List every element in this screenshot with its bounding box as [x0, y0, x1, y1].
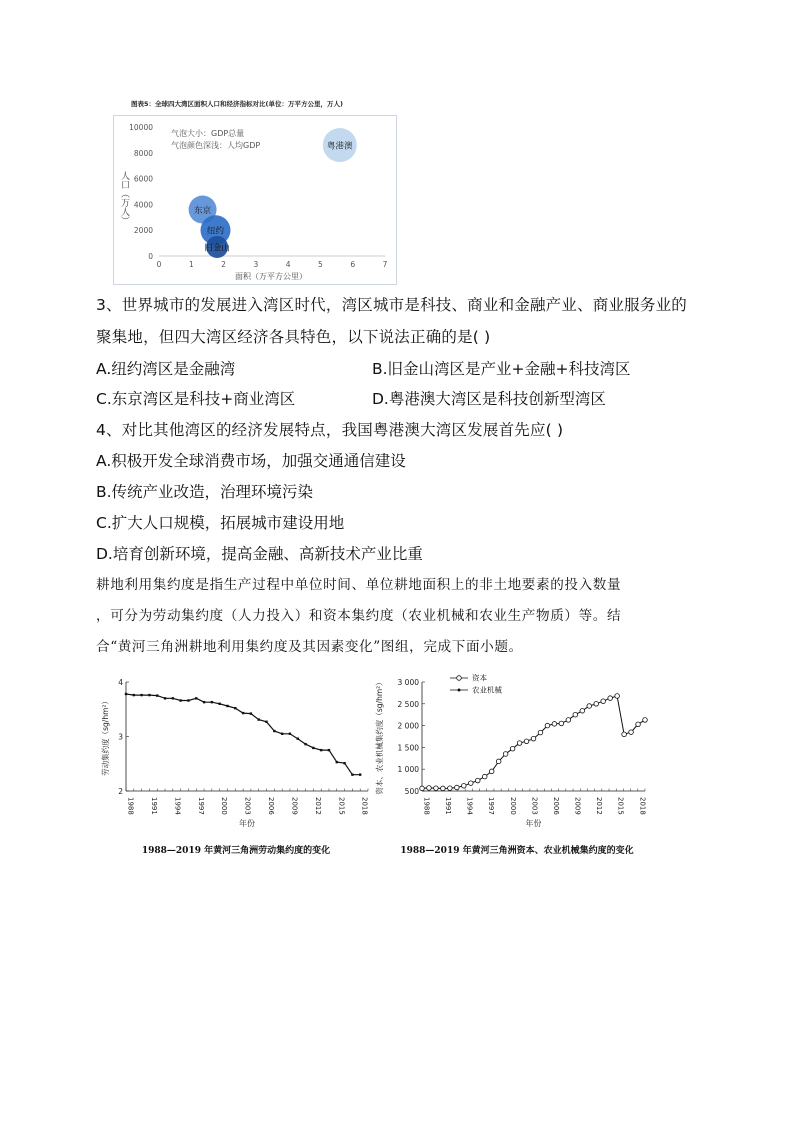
y-tick-label: 2 500: [397, 699, 419, 709]
labor-intensity-chart: [96, 670, 376, 840]
q4-option-d[interactable]: D.培育创新环境，提高金融、高新技术产业比重: [96, 545, 423, 563]
capital-point: [420, 786, 425, 791]
capital-point: [455, 785, 460, 790]
capital-point: [489, 769, 494, 774]
labor-point: [156, 694, 158, 696]
q3-option-c[interactable]: C.东京湾区是科技+商业湾区: [96, 390, 296, 408]
labor-chart-caption: 1988—2019 年黄河三角洲劳动集约度的变化: [141, 846, 331, 856]
x-tick-label: 2018: [638, 797, 647, 815]
bubble-x-tick: 7: [382, 260, 388, 269]
labor-point: [211, 701, 213, 703]
capital-point: [580, 708, 585, 713]
bubble-y-tick: 10000: [129, 123, 153, 132]
capital-point: [503, 752, 508, 757]
capital-point: [629, 730, 634, 735]
labor-point: [312, 747, 314, 749]
labor-point: [304, 743, 306, 745]
legend-capital-marker: [457, 676, 462, 681]
capital-intensity-chart: [372, 670, 662, 840]
labor-point: [289, 733, 291, 735]
bubble-legend-line1: 气泡大小：GDP总量: [171, 129, 245, 138]
capital-point: [468, 781, 473, 786]
labor-point: [258, 718, 260, 720]
x-tick-label: 1997: [196, 797, 205, 815]
capital-point: [573, 712, 578, 717]
x-tick-label: 2003: [530, 797, 539, 815]
x-tick-label: 2006: [267, 797, 276, 815]
capital-point: [622, 732, 627, 737]
x-axis-label: 年份: [239, 819, 255, 828]
labor-point: [164, 697, 166, 699]
q4-option-a[interactable]: A.积极开发全球消费市场，加强交通通信建设: [96, 452, 406, 470]
capital-point: [566, 718, 571, 723]
labor-point: [250, 712, 252, 714]
labor-point: [195, 697, 197, 699]
capital-point: [552, 722, 557, 727]
labor-point: [187, 699, 189, 701]
x-tick-label: 2015: [337, 797, 346, 815]
q3-option-b[interactable]: B.旧金山湾区是产业+金融+科技湾区: [372, 360, 631, 378]
q4-option-c[interactable]: C.扩大人口规模，拓展城市建设用地: [96, 514, 345, 532]
x-tick-label: 1994: [173, 797, 182, 815]
labor-point: [336, 761, 338, 763]
bubble-x-tick: 3: [253, 260, 259, 269]
bubble-x-tick: 4: [285, 260, 291, 269]
bubble-point-label: 粤港澳: [327, 141, 353, 152]
y-tick-label: 1 000: [397, 765, 419, 775]
q3-option-a[interactable]: A.纽约湾区是金融湾: [96, 360, 236, 378]
labor-point: [133, 694, 135, 696]
labor-point: [359, 773, 361, 775]
labor-point: [242, 712, 244, 714]
x-tick-label: 2009: [290, 797, 299, 815]
x-tick-label: 1997: [487, 797, 496, 815]
labor-point: [234, 707, 236, 709]
bubble-x-tick: 1: [188, 260, 194, 269]
bubble-y-tick: 6000: [133, 174, 153, 184]
capital-point: [510, 746, 515, 751]
x-tick-label: 2012: [595, 797, 604, 815]
capital-point: [517, 741, 522, 746]
bubble-legend-line2: 气泡颜色深浅：人均GDP: [171, 141, 261, 150]
labor-point: [179, 699, 181, 701]
labor-point: [273, 730, 275, 732]
capital-point: [448, 786, 453, 791]
bubble-ylabel: 人口（万人）: [119, 171, 129, 225]
q3-stem-line1: 3、世界城市的发展进入湾区时代，湾区城市是科技、商业和金融产业、商业服务业的: [96, 296, 687, 314]
labor-point: [351, 773, 353, 775]
bubble-y-tick: 4000: [133, 200, 153, 210]
capital-point: [531, 736, 536, 741]
y-tick-label: 4: [118, 678, 123, 687]
bubble-chart: [113, 115, 397, 285]
capital-chart-caption: 1988—2019 年黄河三角洲资本、农业机械集约度的变化: [400, 846, 634, 856]
capital-point: [434, 786, 439, 791]
capital-point: [545, 723, 550, 728]
capital-point: [482, 774, 487, 779]
capital-point: [462, 783, 467, 788]
capital-point: [608, 696, 613, 701]
capital-point: [524, 739, 529, 744]
bubble-x-tick: 6: [350, 260, 356, 269]
legend-machinery-marker: [458, 689, 461, 692]
capital-point: [496, 759, 501, 764]
labor-point: [320, 749, 322, 751]
y-tick-label: 2 000: [397, 721, 419, 731]
q3-stem-line2: 聚集地，但四大湾区经济各具特色，以下说法正确的是( ): [96, 328, 491, 346]
labor-point: [226, 705, 228, 707]
bubble-y-tick: 2000: [133, 226, 153, 236]
capital-point: [538, 730, 543, 735]
capital-point: [615, 694, 620, 699]
bubble-xlabel: 面积（万平方公里）: [235, 272, 307, 281]
capital-series-line: [422, 696, 645, 788]
figure5-caption: 图表5：全球四大湾区面积人口和经济指标对比(单位：万平方公里，万人): [131, 100, 343, 108]
bubble-x-tick: 2: [221, 260, 226, 269]
labor-point: [265, 721, 267, 723]
bubble-x-tick: 0: [156, 260, 162, 269]
passage-line3: 合“黄河三角洲耕地利用集约度及其因素变化”图组，完成下面小题。: [96, 639, 523, 655]
capital-point: [643, 718, 648, 723]
capital-point: [636, 722, 641, 727]
labor-point: [218, 703, 220, 705]
y-tick-label: 1 500: [397, 743, 419, 753]
capital-point: [441, 786, 446, 791]
x-axis-label: 年份: [525, 819, 542, 828]
bubble-y-tick: 8000: [133, 148, 153, 158]
x-tick-label: 1991: [444, 797, 453, 815]
bubble-point-label: 旧金山: [204, 243, 230, 254]
passage-line1: 耕地利用集约度是指生产过程中单位时间、单位耕地面积上的非土地要素的投入数量: [96, 577, 622, 593]
labor-point: [203, 701, 205, 703]
x-tick-label: 1994: [465, 797, 474, 815]
passage-line2: ，可分为劳动集约度（人力投入）和资本集约度（农业机械和农业生产物质）等。结: [96, 608, 622, 624]
q4-option-b[interactable]: B.传统产业改造，治理环境污染: [96, 483, 314, 501]
x-tick-label: 2018: [360, 797, 369, 815]
capital-point: [587, 704, 592, 709]
bubble-point-label: 东京: [194, 206, 212, 217]
labor-point: [140, 694, 142, 696]
x-tick-label: 1988: [422, 797, 431, 815]
x-tick-label: 1991: [149, 797, 158, 815]
x-tick-label: 2000: [220, 797, 229, 815]
x-tick-label: 2003: [243, 797, 252, 815]
legend-machinery-label: 农业机械: [472, 685, 502, 695]
bubble-y-tick: 0: [148, 252, 153, 261]
y-axis-label: 劳动集约度（sg/hm²）: [101, 697, 110, 776]
capital-point: [594, 702, 599, 707]
labor-point: [125, 693, 127, 695]
y-tick-label: 2: [118, 787, 123, 796]
capital-point: [427, 786, 432, 791]
q4-stem: 4、对比其他湾区的经济发展特点，我国粤港澳大湾区发展首先应( ): [96, 421, 564, 439]
x-tick-label: 2012: [313, 797, 322, 815]
legend-capital-label: 资本: [472, 673, 487, 683]
y-tick-label: 3 000: [397, 678, 419, 687]
x-tick-label: 2009: [573, 797, 582, 815]
labor-point: [328, 749, 330, 751]
x-tick-label: 2000: [508, 797, 517, 815]
y-axis-label: 资本、农业机械集约度（sg/hm²）: [375, 678, 384, 795]
capital-point: [559, 721, 564, 726]
x-tick-label: 2006: [551, 797, 560, 815]
labor-point: [343, 762, 345, 764]
labor-point: [148, 694, 150, 696]
capital-point: [475, 778, 480, 783]
x-tick-label: 2015: [616, 797, 625, 815]
y-tick-label: 3: [118, 732, 123, 742]
bubble-point-label: 纽约: [206, 226, 225, 237]
labor-point: [297, 737, 299, 739]
labor-point: [281, 733, 283, 735]
bubble-x-tick: 5: [318, 260, 323, 269]
x-tick-label: 1988: [126, 797, 135, 815]
capital-point: [601, 699, 606, 704]
labor-point: [172, 697, 174, 699]
labor-series-line: [126, 694, 360, 775]
y-tick-label: 500: [404, 787, 419, 796]
q3-option-d[interactable]: D.粤港澳大湾区是科技创新型湾区: [372, 390, 606, 408]
